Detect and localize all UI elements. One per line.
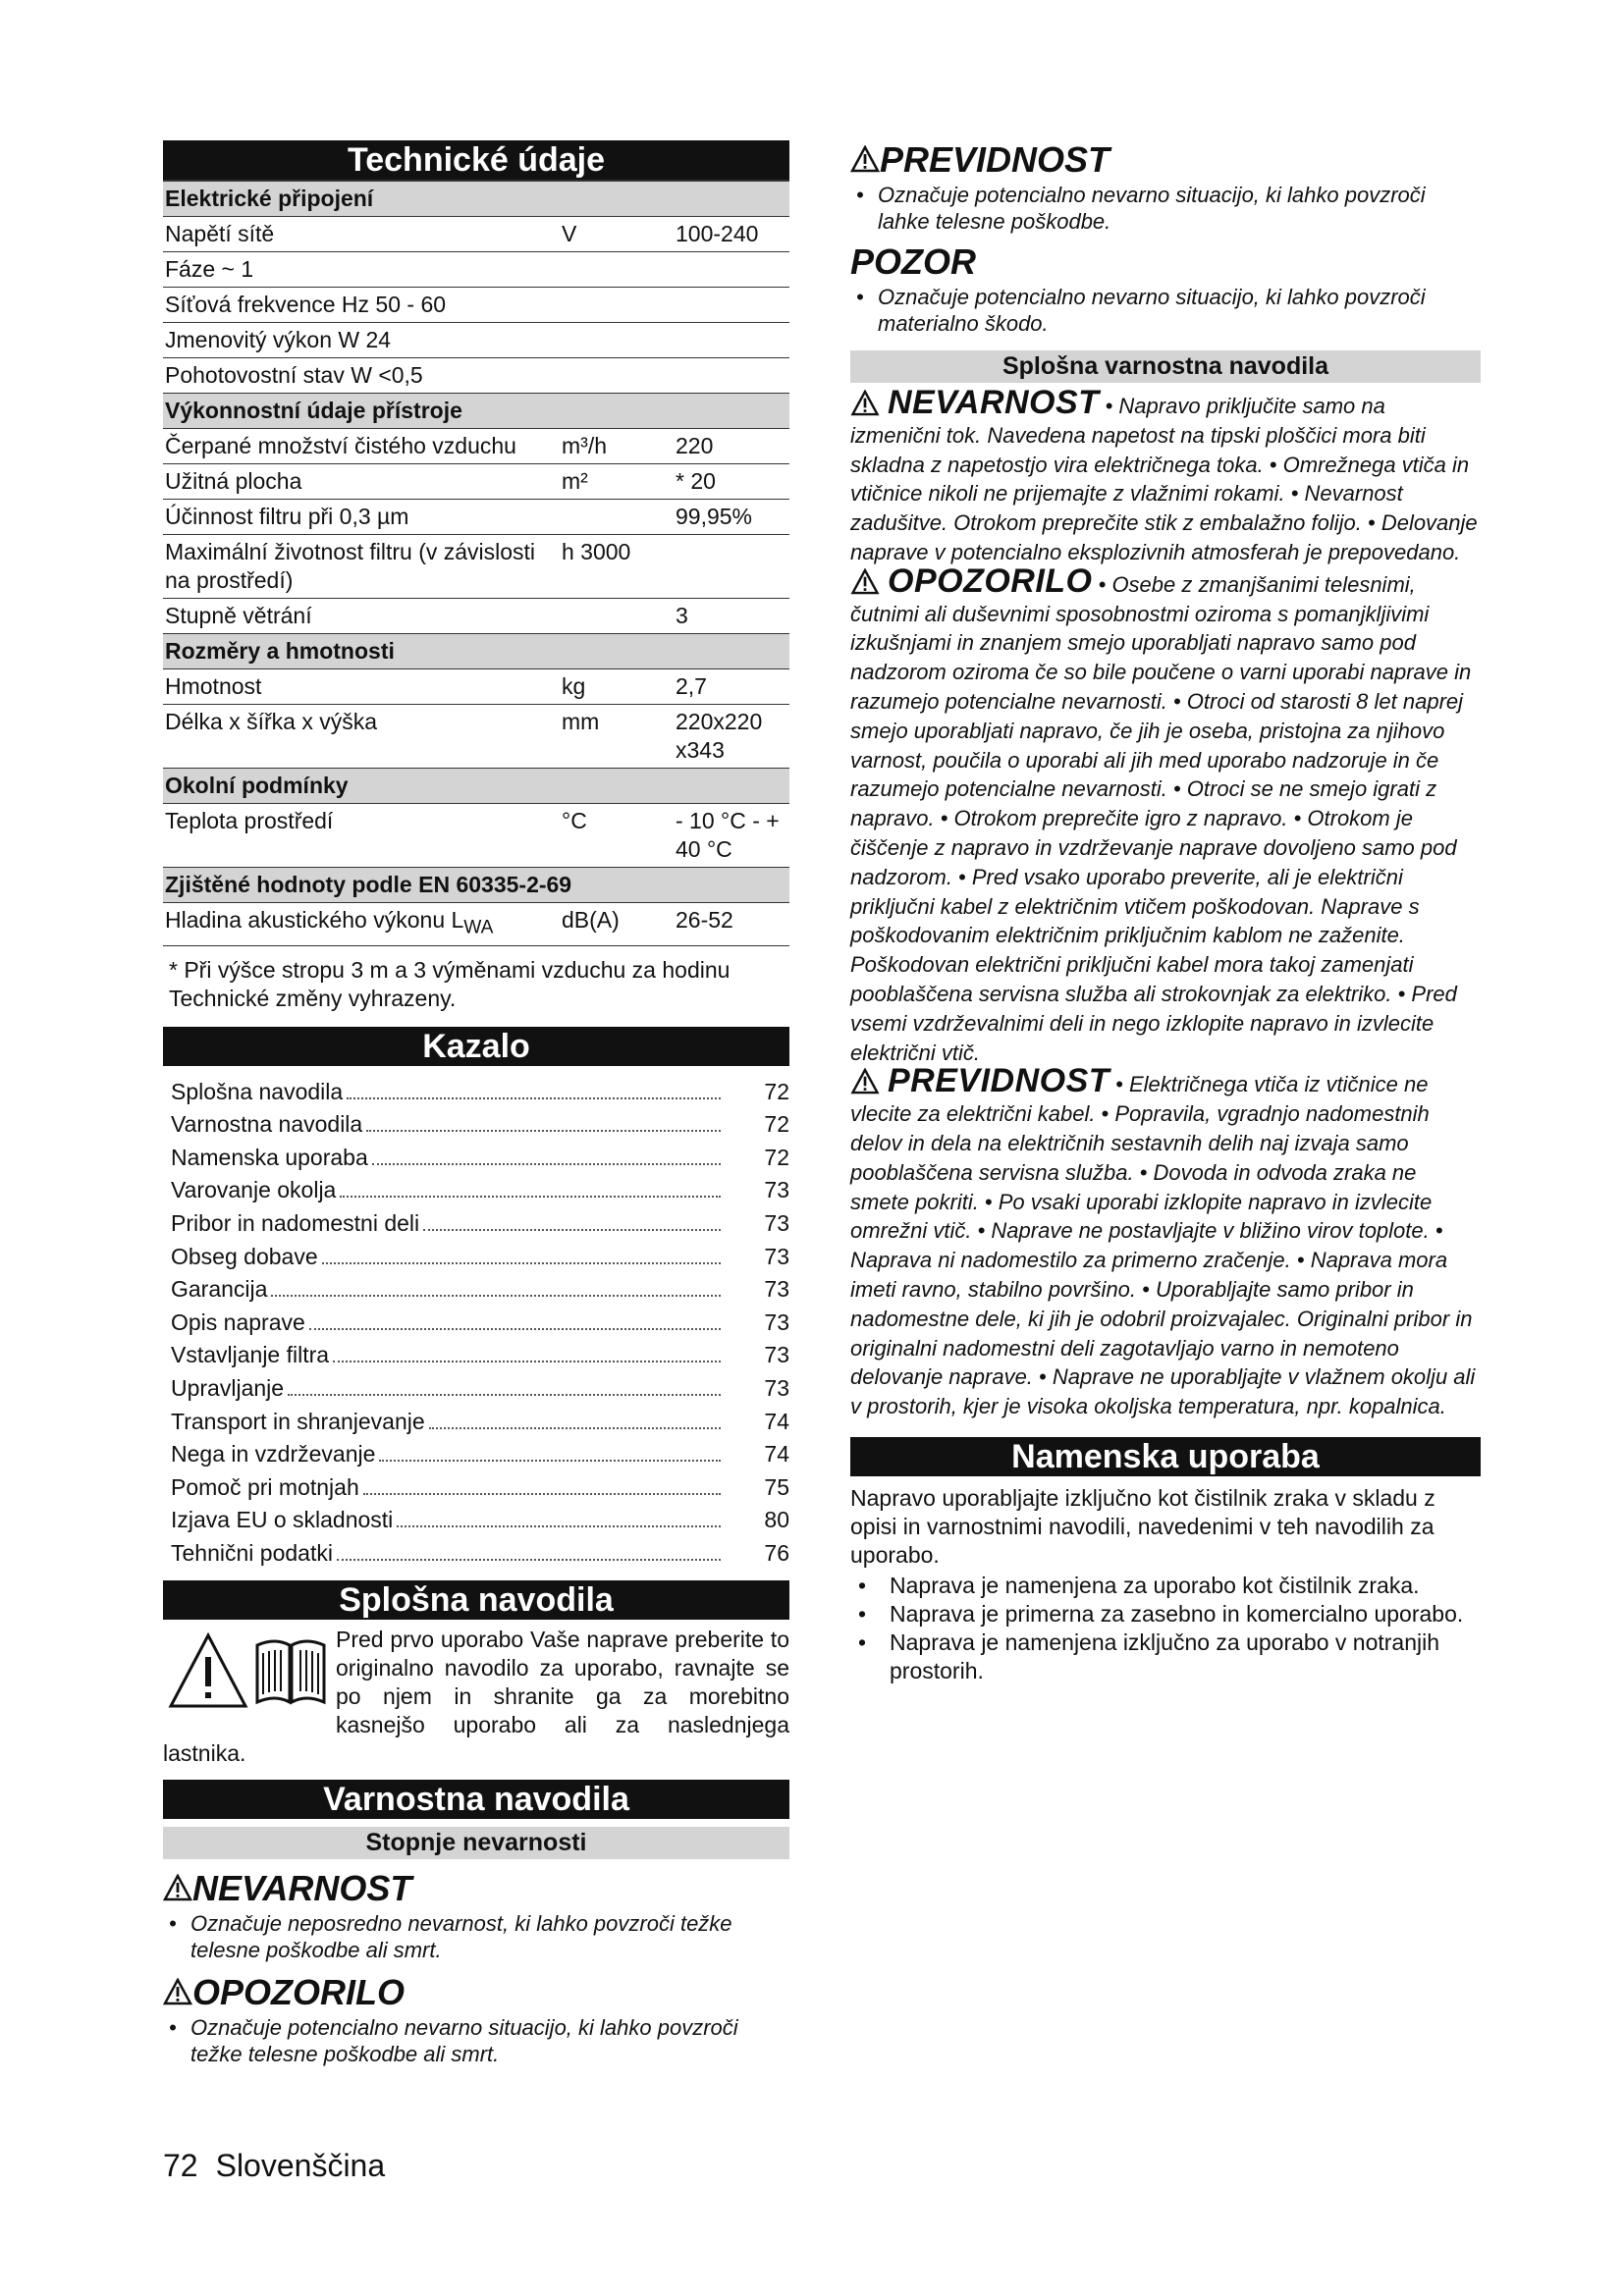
toc-item[interactable]: Garancija 73	[171, 1276, 789, 1303]
toc-item[interactable]: Pribor in nadomestni deli 73	[171, 1209, 789, 1236]
hazard-danger-title: NEVARNOST	[163, 1869, 789, 1908]
table-row: Délka x šířka x výška mm 220x220 x343	[163, 705, 789, 769]
toc-item[interactable]: Tehnični podatki 76	[171, 1539, 789, 1566]
warning-paragraph: OPOZORILO • Osebe z zmanjšanimi telesnimi, čutnimi ali duševnimi sposobnostmi oziroma s pomanjkljivimi izkušnjami in znanjem smejo uporabljati napravo samo pod nadzorom oziroma če so bile poučene o varni uporabi naprave in razumejo potencialne nevarnosti. • Otroci od starosti 8 let naprej smejo uporabljati napravo, če jih je oseba, pristojna za njihovo varnost, poučila o uporabi ali jih med uporabo nadzoruje in če razumejo potencialne nevarnosti. • Otroci se ne smejo igrati z napravo. • Otrokom preprečite igro z napravo. • Otrokom je čiščenje z napravo in vzdrževanje naprave dovoljeno samo pod nadzorom. • Pred vsako uporabo preverite, ali je električni priključni kabel z električnim vtičem poškodovan. Naprave s poškodovanim električnim priključnim kablom ne zaženite. Poškodovan električni priključni kabel mora takoj zamenjati pooblaščena servisna služba ali strokovnjak za elektriko. • Pred vsemi vzdrževalnimi deli in nego izklopite napravo in izvlecite električni vtič.	[850, 561, 1472, 1065]
hazard-notice-text: • Označuje potencialno nevarno situacijo, ki lahko povzroči materialno škodo.	[856, 285, 1426, 336]
toc-item[interactable]: Namenska uporaba 72	[171, 1144, 789, 1170]
table-row: Jmenovitý výkon W 24	[163, 323, 789, 358]
general-heading: Splošna navodila	[163, 1580, 789, 1620]
toc-item[interactable]: Varnostna navodila 72	[171, 1111, 789, 1138]
general-text: Pred prvo uporabo Vaše naprave preberite to originalno navodilo za uporabo, ravnajte se po njem in shranite ga za morebitno kasnejšo uporabo ali za naslednjega lastnika.	[163, 1626, 789, 1766]
hazard-levels-heading: Stopnje nevarnosti	[163, 1827, 789, 1859]
left-column	[163, 140, 789, 2067]
toc-item[interactable]: Vstavljanje filtra 73	[171, 1342, 789, 1368]
hazard-caution-text: • Označuje potencialno nevarno situacijo, ki lahko povzroči lahke telesne poškodbe.	[856, 183, 1426, 234]
warning-triangle-icon	[850, 568, 880, 595]
toc-item[interactable]: Splošna navodila 72	[171, 1078, 789, 1104]
table-row: Maximální životnost filtru (v závislosti na prostředí) h 3000	[163, 535, 789, 599]
list-item: • Naprava je namenjena za uporabo kot čistilnik zraka.	[850, 1572, 1481, 1600]
page-number: 72	[163, 2148, 198, 2183]
toc-item[interactable]: Obseg dobave 73	[171, 1243, 789, 1269]
table-row: Účinnost filtru při 0,3 µm 99,95%	[163, 500, 789, 535]
warning-triangle-icon	[163, 1874, 192, 1901]
toc-item[interactable]: Nega in vzdrževanje 74	[171, 1441, 789, 1468]
general-intro	[163, 1626, 789, 1768]
spec-section-header: Okolní podmínky	[163, 769, 789, 804]
warning-triangle-icon	[850, 1068, 880, 1095]
hazard-warning-title: OPOZORILO	[163, 1973, 789, 2012]
spec-section-header: Výkonnostní údaje přístroje	[163, 394, 789, 429]
language-label: Slovenščina	[215, 2148, 386, 2183]
list-item: • Naprava je namenjena izključno za uporabo v notranjih prostorih.	[850, 1629, 1481, 1685]
purpose-heading: Namenska uporaba	[850, 1437, 1481, 1476]
table-row: Užitná plocha m² * 20	[163, 464, 789, 500]
toc-item[interactable]: Varovanje okolja 73	[171, 1177, 789, 1203]
spec-section-header: Rozměry a hmotnosti	[163, 634, 789, 669]
danger-paragraph: NEVARNOST • Napravo priključite samo na izmenični tok. Navedena napetost na tipski ploščici mora biti skladna z napetostjo vira električnega toka. • Omrežnega vtiča in vtičnice nikoli ne prijemajte z vlažnimi rokami. • Nevarnost zadušitve. Otrokom preprečite stik z embalažno folijo. • Delovanje naprave v potencialno eksplozivnih atmosferah je prepovedano.	[850, 384, 1478, 564]
warning-triangle-icon	[167, 1631, 249, 1710]
table-row: Hladina akustického výkonu $L_{WA}$ dB(A) 26-52	[163, 903, 789, 946]
page-footer	[163, 2148, 403, 2184]
table-row: Teplota prostředí °C - 10 °C - + 40 °C	[163, 804, 789, 868]
purpose-list	[850, 1572, 1481, 1685]
hazard-notice-title: POZOR	[850, 241, 977, 282]
toc-heading: Kazalo	[163, 1027, 789, 1066]
right-column	[850, 140, 1481, 1685]
manual-book-icon	[251, 1631, 330, 1710]
warning-triangle-icon	[163, 1978, 192, 2005]
table-row: Čerpané množství čistého vzduchu m³/h 220	[163, 429, 789, 464]
hazard-caution-title: PREVIDNOST	[850, 140, 1481, 180]
spec-table	[163, 180, 789, 946]
warning-triangle-icon	[850, 145, 880, 173]
table-row: Hmotnost kg 2,7	[163, 669, 789, 705]
spec-section-header: Elektrické připojení	[163, 181, 789, 217]
purpose-section	[850, 1484, 1481, 1685]
general-safety-heading: Splošna varnostna navodila	[850, 350, 1481, 383]
table-of-contents	[163, 1076, 789, 1571]
caution-paragraph: PREVIDNOST • Električnega vtiča iz vtičnice ne vlecite za električni kabel. • Popravila, vgradnjo nadomestnih delov in dela na električnih sestavnih delih naj izvaja samo pooblaščena servisna služba. • Dovoda in odvoda zraka ne smete pokriti. • Po vsaki uporabi izklopite napravo in izvlecite omrežni vtič. • Naprave ne postavljajte v bližino virov toplote. • Naprava ni nadomestilo za primerno zračenje. • Naprava mora imeti ravno, stabilno površino. • Uporabljajte samo pribor in nadomestne dele, ki jih je odobril proizvajalec. Originalni pribor in originalni nadomestni deli zagotavljajo varno in nemoteno delovanje naprave. • Naprave ne uporabljajte v vlažnem okolju ali v prostorih, kjer je visoka okoljska temperatura, npr. kopalnica.	[850, 1062, 1476, 1419]
spec-note	[169, 956, 789, 1013]
ceiling-note: * Při výšce stropu 3 m a 3 výměnami vzduchu za hodinu	[169, 956, 731, 983]
toc-item[interactable]: Pomoč pri motnjah 75	[171, 1473, 789, 1500]
purpose-text: Napravo uporabljajte izključno kot čistilnik zraka v skladu z opisi in varnostnimi navodili, navedenimi v teh navodilih za uporabo.	[850, 1484, 1435, 1568]
table-row: Napětí sítě V 100-240	[163, 217, 789, 252]
hazard-warning-text: • Označuje potencialno nevarno situacijo, ki lahko povzroči težke telesne poškodbe ali smrt.	[169, 2014, 738, 2066]
table-row: Stupně větrání 3	[163, 599, 789, 634]
table-row: Fáze ~ 1	[163, 252, 789, 288]
warning-triangle-icon	[850, 390, 880, 416]
spec-section-header: Zjištěné hodnoty podle EN 60335-2-69	[163, 868, 789, 903]
list-item: • Naprava je primerna za zasebno in komercialno uporabo.	[850, 1600, 1481, 1629]
table-row: Pohotovostní stav W <0,5	[163, 358, 789, 394]
toc-item[interactable]: Transport in shranjevanje 74	[171, 1408, 789, 1434]
intro-icons	[163, 1626, 336, 1712]
changes-note: Technické změny vyhrazeny.	[169, 985, 457, 1011]
hazard-danger-text: • Označuje neposredno nevarnost, ki lahko povzroči težke telesne poškodbe ali smrt.	[169, 1910, 732, 1962]
toc-item[interactable]: Upravljanje 73	[171, 1374, 789, 1401]
toc-item[interactable]: Opis naprave 73	[171, 1308, 789, 1335]
safety-heading: Varnostna navodila	[163, 1780, 789, 1819]
tech-data-heading: Technické údaje	[163, 140, 789, 180]
toc-item[interactable]: Izjava EU o skladnosti 80	[171, 1507, 789, 1533]
table-row: Síťová frekvence Hz 50 - 60	[163, 288, 789, 323]
